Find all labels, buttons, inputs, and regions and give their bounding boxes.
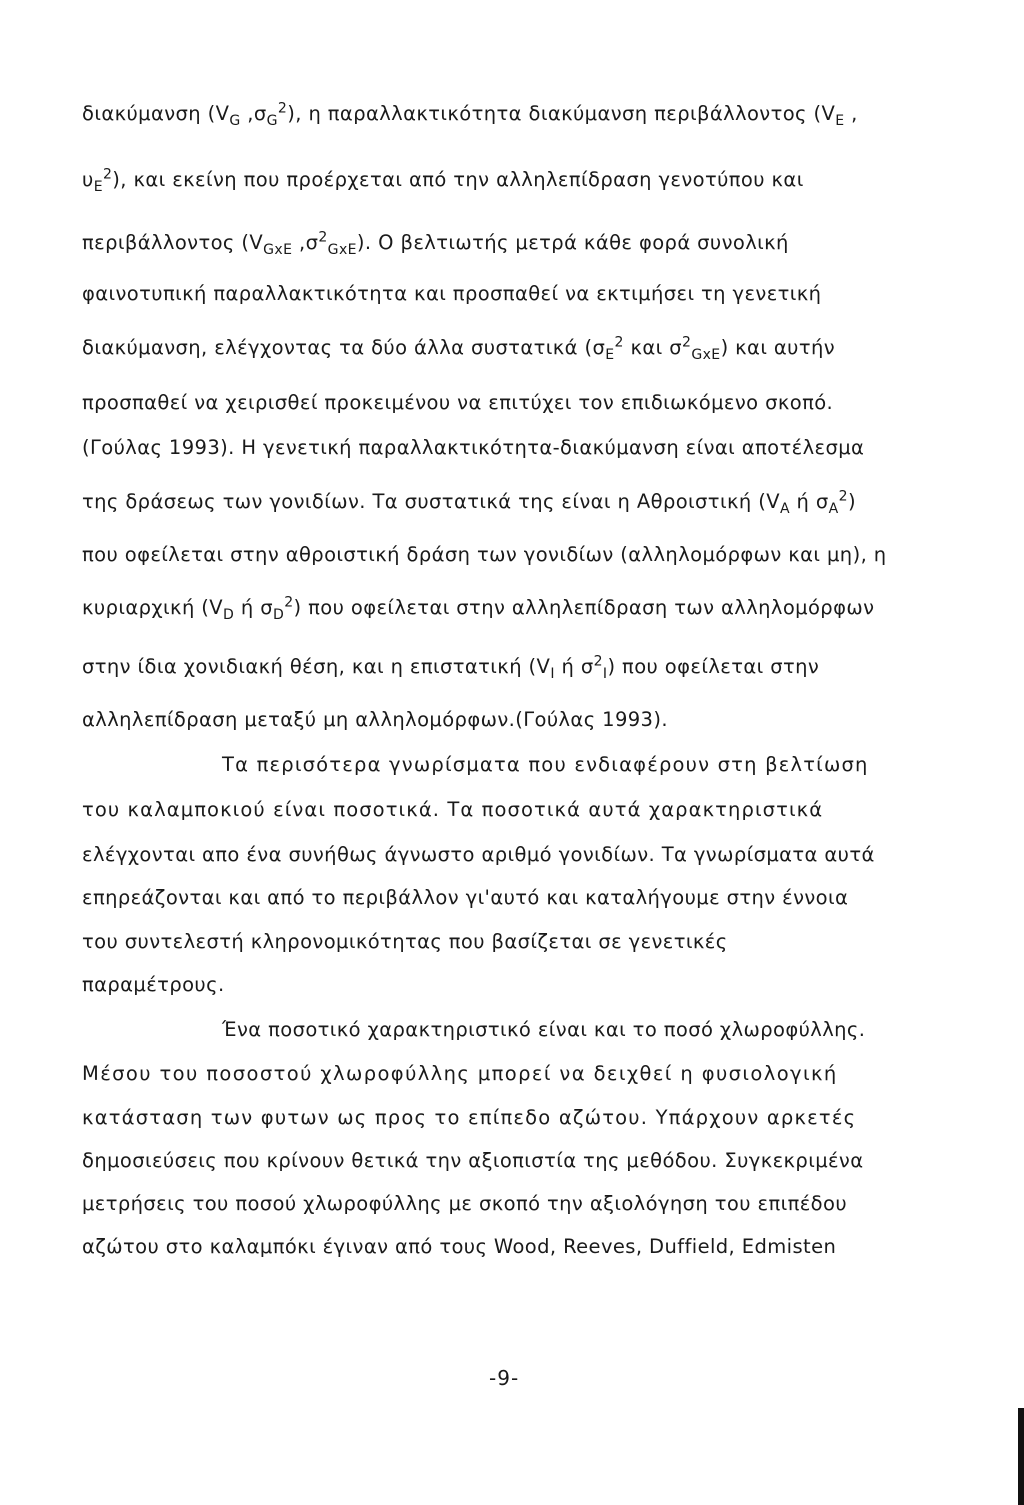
paragraph-1-line-1: διακύμανση ($V_G$ $,\sigma_G^2$), η παραλλακτικότητα διακύμανση περιβάλλοντος ($V_E$ , [82, 100, 858, 129]
paragraph-3-line-1: Ένα ποσοτικό χαρακτηριστικό είναι και το ποσό χλωροφύλλης. [222, 1018, 866, 1041]
paragraph-1-line-8: της δράσεως των γονιδίων. Τα συστατικά της είναι η Αθροιστική ($V_A$ ή $\sigma_A^2$) [82, 488, 857, 517]
paragraph-1-line-5: διακύμανση, ελέγχοντας τα δύο άλλα συστατικά ($\sigma_E^2$ και $\sigma^2_{GxE}$) και αυτήν [82, 334, 836, 363]
page-number: -9- [489, 1366, 520, 1390]
paragraph-3-line-2: Μέσου του ποσοστού χλωροφύλλης μπορεί να δειχθεί η φυσιολογική [82, 1062, 838, 1085]
paragraph-1-line-11: στην ίδια χονιδιακή θέση, και η επιστατική ($V_I$ ή $\sigma^2_I$) που οφείλεται στην [82, 653, 820, 682]
paragraph-2-line-6: παραμέτρους. [82, 973, 225, 996]
paragraph-1-line-10: κυριαρχική ($V_D$ ή $\sigma_D^2$) που οφείλεται στην αλληλεπίδραση των αλληλομόρφων [82, 594, 875, 623]
scan-edge-bar [1018, 1408, 1024, 1505]
paragraph-2-line-3: ελέγχονται απο ένα συνήθως άγνωστο αριθμό γονιδίων. Τα γνωρίσματα αυτά [82, 843, 875, 866]
paragraph-3-line-6: αζώτου στο καλαμπόκι έγιναν από τους Wood, Reeves, Duffield, Edmisten [82, 1235, 837, 1258]
paragraph-1-line-4: φαινοτυπική παραλλακτικότητα και προσπαθεί να εκτιμήσει τη γενετική [82, 282, 822, 305]
paragraph-1-line-2: $\upsilon_E^2$), και εκείνη που προέρχεται από την αλληλεπίδραση γενοτύπου και [82, 166, 804, 195]
paragraph-1-line-6: προσπαθεί να χειρισθεί προκειμένου να επιτύχει τον επιδιωκόμενο σκοπό. [82, 391, 834, 414]
paragraph-1-line-12: αλληλεπίδραση μεταξύ μη αλληλομόρφων.(Γούλας 1993). [82, 708, 668, 731]
paragraph-3-line-4: δημοσιεύσεις που κρίνουν θετικά την αξιοπιστία της μεθόδου. Συγκεκριμένα [82, 1149, 864, 1172]
paragraph-1-line-3: περιβάλλοντος ($V_{GxE}$ $,\sigma^2_{GxE}$). Ο βελτιωτής μετρά κάθε φορά συνολική [82, 229, 789, 258]
paragraph-2-line-4: επηρεάζονται και από το περιβάλλον γι'αυτό και καταλήγουμε στην έννοια [82, 886, 849, 909]
paragraph-2-line-1: Τα περισότερα γνωρίσματα που ενδιαφέρουν στη βελτίωση [222, 753, 869, 776]
paragraph-3-line-5: μετρήσεις του ποσού χλωροφύλλης με σκοπό την αξιολόγηση του επιπέδου [82, 1192, 848, 1215]
paragraph-1-line-9: που οφείλεται στην αθροιστική δράση των γονιδίων (αλληλομόρφων και μη), η [82, 543, 887, 566]
paragraph-2-line-2: του καλαμποκιού είναι ποσοτικά. Τα ποσοτικά αυτά χαρακτηριστικά [82, 798, 824, 821]
paragraph-1-line-7: (Γούλας 1993). Η γενετική παραλλακτικότητα-διακύμανση είναι αποτέλεσμα [82, 436, 865, 459]
paragraph-3-line-3: κατάσταση των φυτων ως προς το επίπεδο αζώτου. Υπάρχουν αρκετές [82, 1106, 857, 1129]
paragraph-2-line-5: του συντελεστή κληρονομικότητας που βασίζεται σε γενετικές [82, 930, 728, 953]
